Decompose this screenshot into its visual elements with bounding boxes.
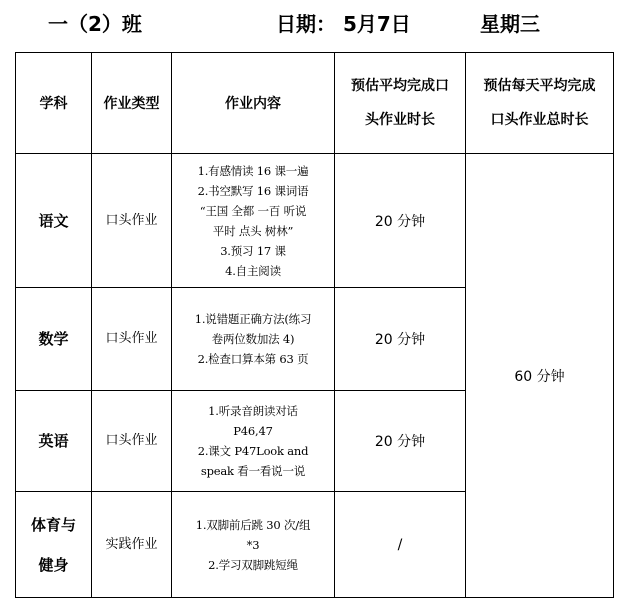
content-cell [172,154,335,288]
time-cell: 20 分钟 [335,154,466,288]
header-daily-total-line1: 预估每天平均完成 [483,78,596,94]
header-subject: 学科 [16,53,92,154]
class-name: 一（2）班 [48,12,142,36]
header-est-time-line1: 预估平均完成口 [351,78,449,94]
type-cell: 口头作业 [92,391,172,492]
header-content: 作业内容 [172,53,335,154]
content-line: 4.自主阅读 [225,263,281,278]
type-cell: 口头作业 [92,288,172,391]
subject-line: 体育与 [30,515,76,534]
header-est-time-line2: 头作业时长 [365,112,435,128]
subject-cell: 英语 [16,391,92,492]
content-line: 1.双脚前后跳 30 次/组 [195,517,311,532]
content-cell [172,492,335,598]
time-cell: 20 分钟 [335,288,466,391]
content-line: 3.预习 17 课 [220,243,286,258]
time-cell: 20 分钟 [335,391,466,492]
header-est-time [335,53,466,154]
content-line: 1.有感情读 16 课一遍 [197,163,309,178]
time-cell: / [335,492,466,598]
table-row [16,154,614,288]
content-line: 2.课文 P47Look and [197,444,309,458]
weekday-label: 星期三 [480,12,540,36]
homework-table [15,52,614,598]
header-daily-total [466,53,614,154]
content-line: 1.听录音朗读对话 [208,404,298,418]
page-header [0,0,629,44]
header-type: 作业类型 [92,53,172,154]
table-header-row [16,53,614,154]
content-line: 2.学习双脚跳短绳 [208,557,298,572]
date-label: 日期： 5月7日 [276,12,411,36]
content-line: 2.书空默写 16 课词语 [197,183,309,198]
type-cell: 口头作业 [92,154,172,288]
header-daily-total-line2: 口头作业总时长 [490,112,589,128]
content-line: 1.说错题正确方法(练习 [194,312,312,326]
subject-cell: 语文 [16,154,92,288]
daily-total-cell: 60 分钟 [466,154,614,598]
subject-cell: 数学 [16,288,92,391]
type-cell: 实践作业 [92,492,172,598]
content-line: “王国 全都 一百 听说 [199,203,307,218]
content-line: P46,47 [233,424,273,438]
content-line: 卷两位数加法 4) [211,332,295,346]
subject-line: 健身 [38,555,69,574]
content-line: *3 [246,537,260,552]
content-cell [172,288,335,391]
content-line: 2.检查口算本第 63 页 [197,352,309,366]
subject-cell [16,492,92,598]
content-line: 平时 点头 树林” [212,223,294,238]
content-line: speak 看一看说一说 [200,464,306,478]
content-cell [172,391,335,492]
